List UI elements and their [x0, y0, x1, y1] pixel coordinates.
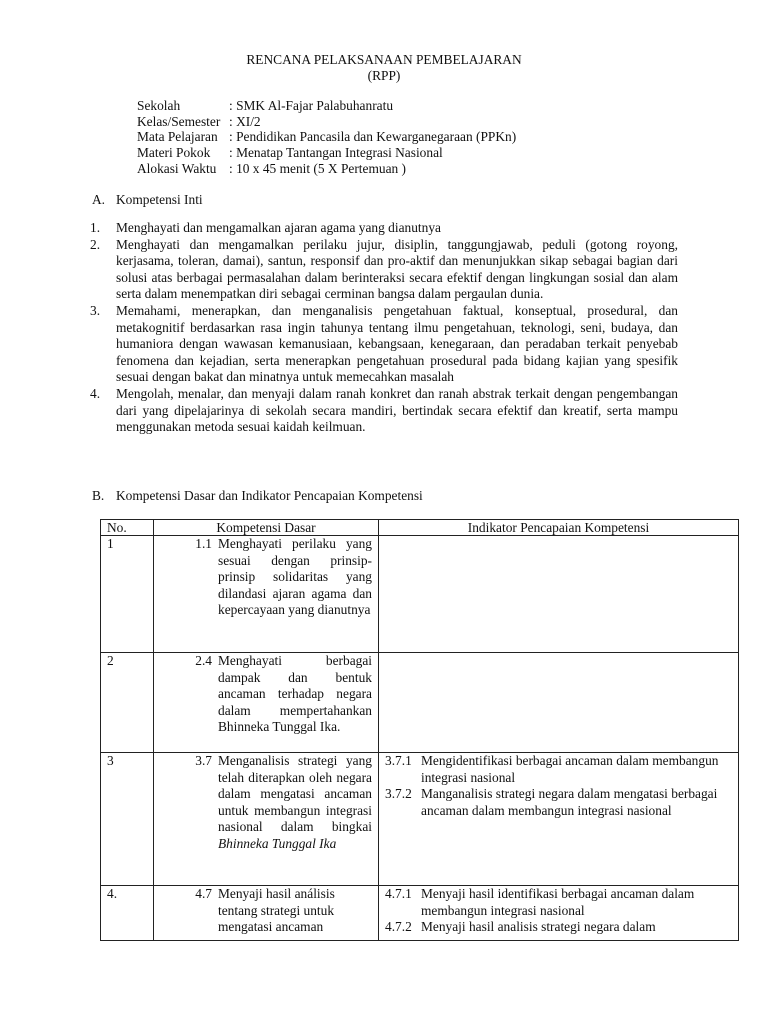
- list-item-number: 1.: [90, 220, 101, 235]
- kd-cell: [154, 886, 379, 941]
- list-item-text: Memahami, menerapkan, dan menganalisis pengetahuan faktual, konseptual, prosedural, dan metakognitif berdasarkan rasa ingin tahunya tentang ilmu pengetahuan, teknologi, seni, budaya, dan humaniora dengan wawasan kemanusiaan, kebangsaan, kenegaraan, dan peradaban terkait penyebab fenomena dan kejadian, serta menerapkan pengetahuan prosedural pada bidang kajian yang spesifik sesuai dengan bakat dan minatnya untuk memecahkan masalah: [116, 302, 678, 385]
- section-marker: A.: [92, 192, 106, 207]
- indicator-item: [385, 919, 732, 936]
- kd-text: Menghayati perilaku yang sesuai dengan prinsip-prinsip solidaritas yang dilandasi ajaran agama dan kepercayaan yang dianutnya: [218, 536, 372, 618]
- indicator-cell: [379, 753, 739, 886]
- indicator-number: 4.7.2: [385, 919, 412, 935]
- indicator-cell: [379, 536, 739, 653]
- list-item-text: Mengolah, menalar, dan menyaji dalam ranah konkret dan ranah abstrak terkait dengan pengembangan dari yang dipelajarinya di sekolah secara mandiri, bertindak secara efektif dan kreatif, serta mampu menggunakan metoda sesuai kaidah keilmuan.: [116, 385, 678, 435]
- info-label: Kelas/Semester: [137, 113, 221, 129]
- section-title: Kompetensi Dasar dan Indikator Pencapaian Kompetensi: [116, 488, 423, 503]
- kd-text: Menyaji hasil análisis tentang strategi untuk mengatasi ancaman: [218, 886, 335, 935]
- indicator-number: 4.7.1: [385, 886, 412, 901]
- kd-number: 2.4: [195, 653, 212, 668]
- info-label: Alokasi Waktu: [137, 160, 217, 176]
- info-label: Materi Pokok: [137, 145, 211, 161]
- indicator-cell: [379, 886, 739, 941]
- indicator-text: Manganalisis strategi negara dalam mengatasi berbagai ancaman dalam membangun integrasi nasional: [421, 786, 718, 818]
- info-value: : Menatap Tantangan Integrasi Nasional: [229, 145, 443, 161]
- indicator-number: 3.7.2: [385, 786, 412, 802]
- list-item-number: 3.: [90, 302, 101, 318]
- header-no: No.: [101, 520, 154, 536]
- section-marker: B.: [92, 488, 105, 503]
- indicator-text: Menyaji hasil analisis strategi negara dalam: [421, 919, 656, 935]
- info-label: Sekolah: [137, 98, 181, 113]
- section-title: Kompetensi Inti: [116, 192, 203, 207]
- document-subtitle: (RPP): [367, 68, 401, 83]
- row-number: 4.: [101, 886, 154, 941]
- document-title: RENCANA PELAKSANAAN PEMBELAJARAN: [246, 52, 522, 67]
- info-value: : Pendidikan Pancasila dan Kewarganegaraan (PPKn): [229, 129, 517, 145]
- kompetensi-inti-list: [90, 220, 678, 436]
- kd-text-block: [218, 753, 372, 853]
- info-value: : XI/2: [229, 113, 261, 129]
- document-title-block: [0, 52, 768, 84]
- indicator-text: Menyaji hasil identifikasi berbagai ancaman dalam membangun integrasi nasional: [421, 886, 695, 918]
- list-item-number: 2.: [90, 236, 101, 252]
- kd-cell: [154, 536, 379, 653]
- list-item: [90, 220, 678, 237]
- section-a-heading: [92, 192, 203, 209]
- indicator-cell: [379, 653, 739, 753]
- table-row: [101, 653, 739, 753]
- kd-number: 4.7: [195, 886, 212, 901]
- kd-cell: [154, 753, 379, 886]
- indicator-text: Mengidentifikasi berbagai ancaman dalam membangun integrasi nasional: [421, 753, 719, 785]
- table-row: [101, 753, 739, 886]
- info-row: [137, 98, 516, 114]
- list-item: [90, 237, 678, 303]
- header-kompetensi-dasar: Kompetensi Dasar: [154, 520, 379, 536]
- indicator-item: [385, 886, 732, 919]
- info-value: : 10 x 45 menit (5 X Pertemuan ): [229, 160, 407, 176]
- indicator-item: [385, 753, 732, 786]
- info-value: : SMK Al-Fajar Palabuhanratu: [229, 98, 394, 113]
- kd-number: 1.1: [195, 536, 212, 551]
- kd-text: Menganalisis strategi yang telah diterapkan oleh negara dalam mengatasi ancaman untuk membangun integrasi nasional dalam bingkai: [218, 753, 372, 835]
- kd-text-italic: Bhinneka Tunggal Ika: [218, 835, 337, 851]
- info-row: [137, 145, 516, 161]
- info-label: Mata Pelajaran: [137, 129, 218, 145]
- list-item-text: Menghayati dan mengamalkan ajaran agama yang dianutnya: [116, 220, 441, 235]
- kd-cell: [154, 653, 379, 753]
- list-item: [90, 386, 678, 436]
- kd-text: Menghayati berbagai dampak dan bentuk ancaman terhadap negara dalam mempertahankan Bhinneka Tunggal Ika.: [218, 653, 372, 735]
- identity-block: [137, 98, 516, 176]
- section-b-heading: [92, 488, 423, 505]
- table-header-row: [101, 520, 739, 536]
- list-item: [90, 303, 678, 386]
- indicator-item: [385, 786, 732, 819]
- table-row: [101, 886, 739, 941]
- list-item-text: Menghayati dan mengamalkan perilaku jujur, disiplin, tanggungjawab, peduli (gotong royong, kerjasama, toleran, damai), santun, responsif dan pro-aktif dan menunjukkan sikap sebagai bagian dari solusi atas berbagai permasalahan dalam berinteraksi secara efektif dengan lingkungan sosial dan alam serta dalam menempatkan diri sebagai cerminan bangsa dalam pergaulan dunia.: [116, 236, 678, 302]
- competency-table: [100, 519, 739, 941]
- info-row: [137, 129, 516, 145]
- row-number: 1: [101, 536, 154, 653]
- info-row: [137, 161, 516, 177]
- row-number: 2: [101, 653, 154, 753]
- list-item-number: 4.: [90, 385, 101, 401]
- table-row: [101, 536, 739, 653]
- row-number: 3: [101, 753, 154, 886]
- info-row: [137, 114, 516, 130]
- header-indikator: Indikator Pencapaian Kompetensi: [379, 520, 739, 536]
- indicator-number: 3.7.1: [385, 753, 412, 768]
- kd-number: 3.7: [195, 753, 212, 768]
